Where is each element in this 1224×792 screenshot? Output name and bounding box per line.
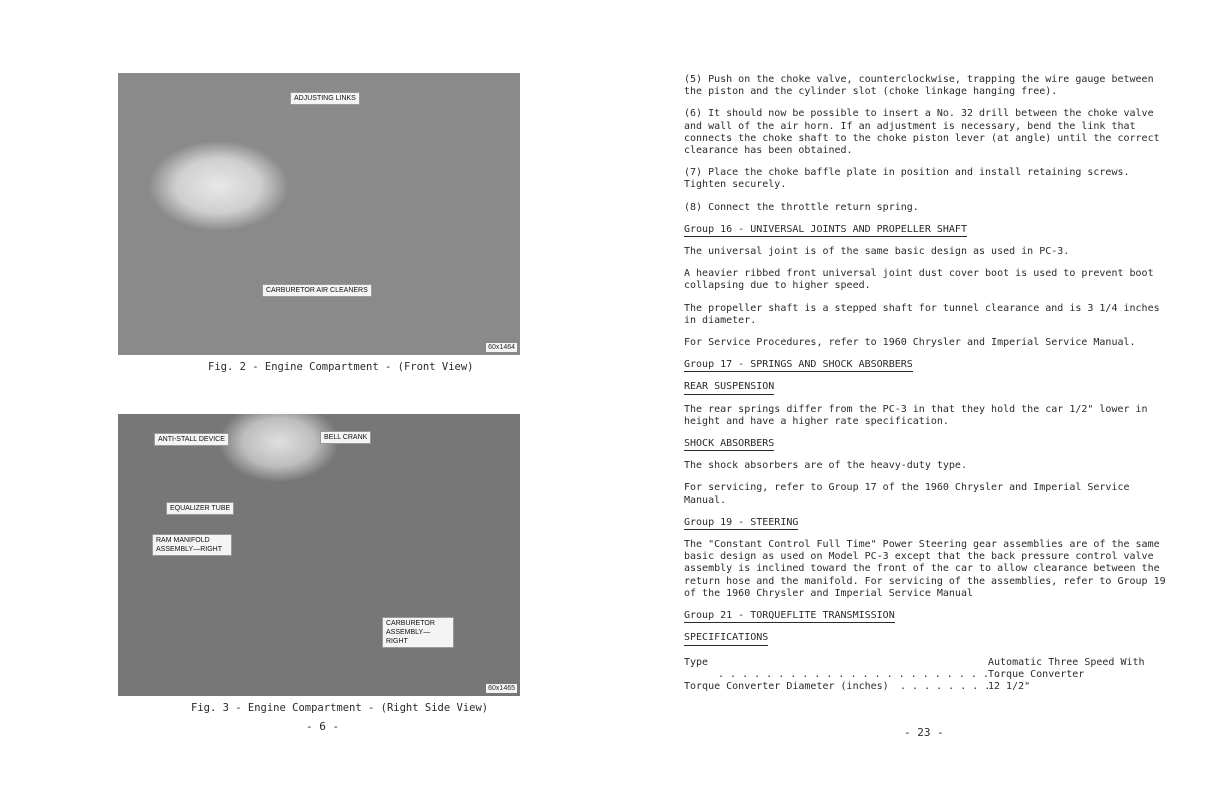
- callout-equalizer-tube: EQUALIZER TUBE: [166, 502, 234, 515]
- step-5: (5) Push on the choke valve, counterclockwise, trapping the wire gauge between the piston and the cylinder slot (choke linkage hanging free).: [684, 74, 1154, 98]
- group16-para-4: For Service Procedures, refer to 1960 Chrysler and Imperial Service Manual.: [684, 337, 1136, 349]
- callout-bell-crank: BELL CRANK: [320, 431, 371, 444]
- callout-adjusting-links: ADJUSTING LINKS: [290, 92, 360, 105]
- callout-carburetor-assembly: CARBURETOR ASSEMBLY—RIGHT: [382, 617, 454, 648]
- group21-heading: Group 21 - TORQUEFLITE TRANSMISSION: [684, 610, 895, 623]
- spec-type-value-2: Torque Converter: [988, 668, 1085, 680]
- callout-ram-manifold: RAM MANIFOLD ASSEMBLY—RIGHT: [152, 534, 232, 556]
- callout-carburetor-air-cleaners: CARBURETOR AIR CLEANERS: [262, 284, 372, 297]
- rear-suspension-para: The rear springs differ from the PC-3 in that they hold the car 1/2" lower in height and have a higher rate specification.: [684, 403, 1148, 427]
- spec-tc-label: Torque Converter Diameter (inches): [684, 680, 889, 692]
- spec-type-dots: . . . . . . . . . . . . . . . . . . . . . . . .: [718, 668, 1001, 680]
- specifications-heading: SPECIFICATIONS: [684, 632, 768, 645]
- right-page-text: [684, 74, 1172, 691]
- step-8: (8) Connect the throttle return spring.: [684, 201, 919, 213]
- right-page-number: - 23 -: [904, 726, 944, 739]
- group17-heading: Group 17 - SPRINGS AND SHOCK ABSORBERS: [684, 359, 913, 372]
- group16-para-1: The universal joint is of the same basic design as used in PC-3.: [684, 246, 1070, 258]
- step-6: (6) It should now be possible to insert a No. 32 drill between the choke valve and wall of the air horn. If an adjustment is necessary, bend the link that connects the choke shaft to the choke piston lever (at angle) until the correct clearance has been obtained.: [684, 108, 1160, 157]
- negative-number: 60x1465: [488, 685, 515, 692]
- engine-front-view-image: [118, 73, 520, 355]
- spec-tc-value: 12 1/2": [988, 680, 1031, 692]
- fig3-caption: Fig. 3 - Engine Compartment - (Right Side View): [191, 702, 489, 714]
- spec-table: [684, 655, 1172, 691]
- group19-heading: Group 19 - STEERING: [684, 517, 798, 530]
- fig3-photo: [118, 414, 520, 696]
- rear-suspension-heading: REAR SUSPENSION: [684, 381, 774, 394]
- left-page-number: - 6 -: [306, 720, 340, 733]
- shock-para-2: For servicing, refer to Group 17 of the 1960 Chrysler and Imperial Service Manual.: [684, 482, 1130, 506]
- step-7: (7) Place the choke baffle plate in position and install retaining screws. Tighten securely.: [684, 167, 1130, 191]
- fig2-caption: Fig. 2 - Engine Compartment - (Front View): [208, 361, 474, 373]
- spec-type-label: Type: [684, 656, 709, 668]
- steering-para: The "Constant Control Full Time" Power Steering gear assemblies are of the same basic design as used on Model PC-3 except that the back pressure control valve assembly is inclined toward the front of the car to allow clearance between the return hose and the manifold. For servicing of the assemblies, refer to Group 19 of the 1960 Chrysler and Imperial Service Manual: [684, 539, 1166, 599]
- spec-tc-dots: . . . . . . . .: [900, 680, 991, 692]
- group16-heading: Group 16 - UNIVERSAL JOINTS AND PROPELLER SHAFT: [684, 224, 967, 237]
- shock-absorbers-heading: SHOCK ABSORBERS: [684, 438, 774, 451]
- group16-para-2: A heavier ribbed front universal joint dust cover boot is used to prevent boot collapsing due to higher speed.: [684, 268, 1154, 292]
- negative-number: 60x1464: [488, 344, 515, 351]
- group16-para-3: The propeller shaft is a stepped shaft for tunnel clearance and is 3 1/4 inches in diameter.: [684, 302, 1160, 326]
- callout-anti-stall-device: ANTI-STALL DEVICE: [154, 433, 229, 446]
- spec-type-value-1: Automatic Three Speed With: [988, 656, 1145, 668]
- fig2-photo: [118, 73, 520, 355]
- shock-para-1: The shock absorbers are of the heavy-duty type.: [684, 460, 967, 472]
